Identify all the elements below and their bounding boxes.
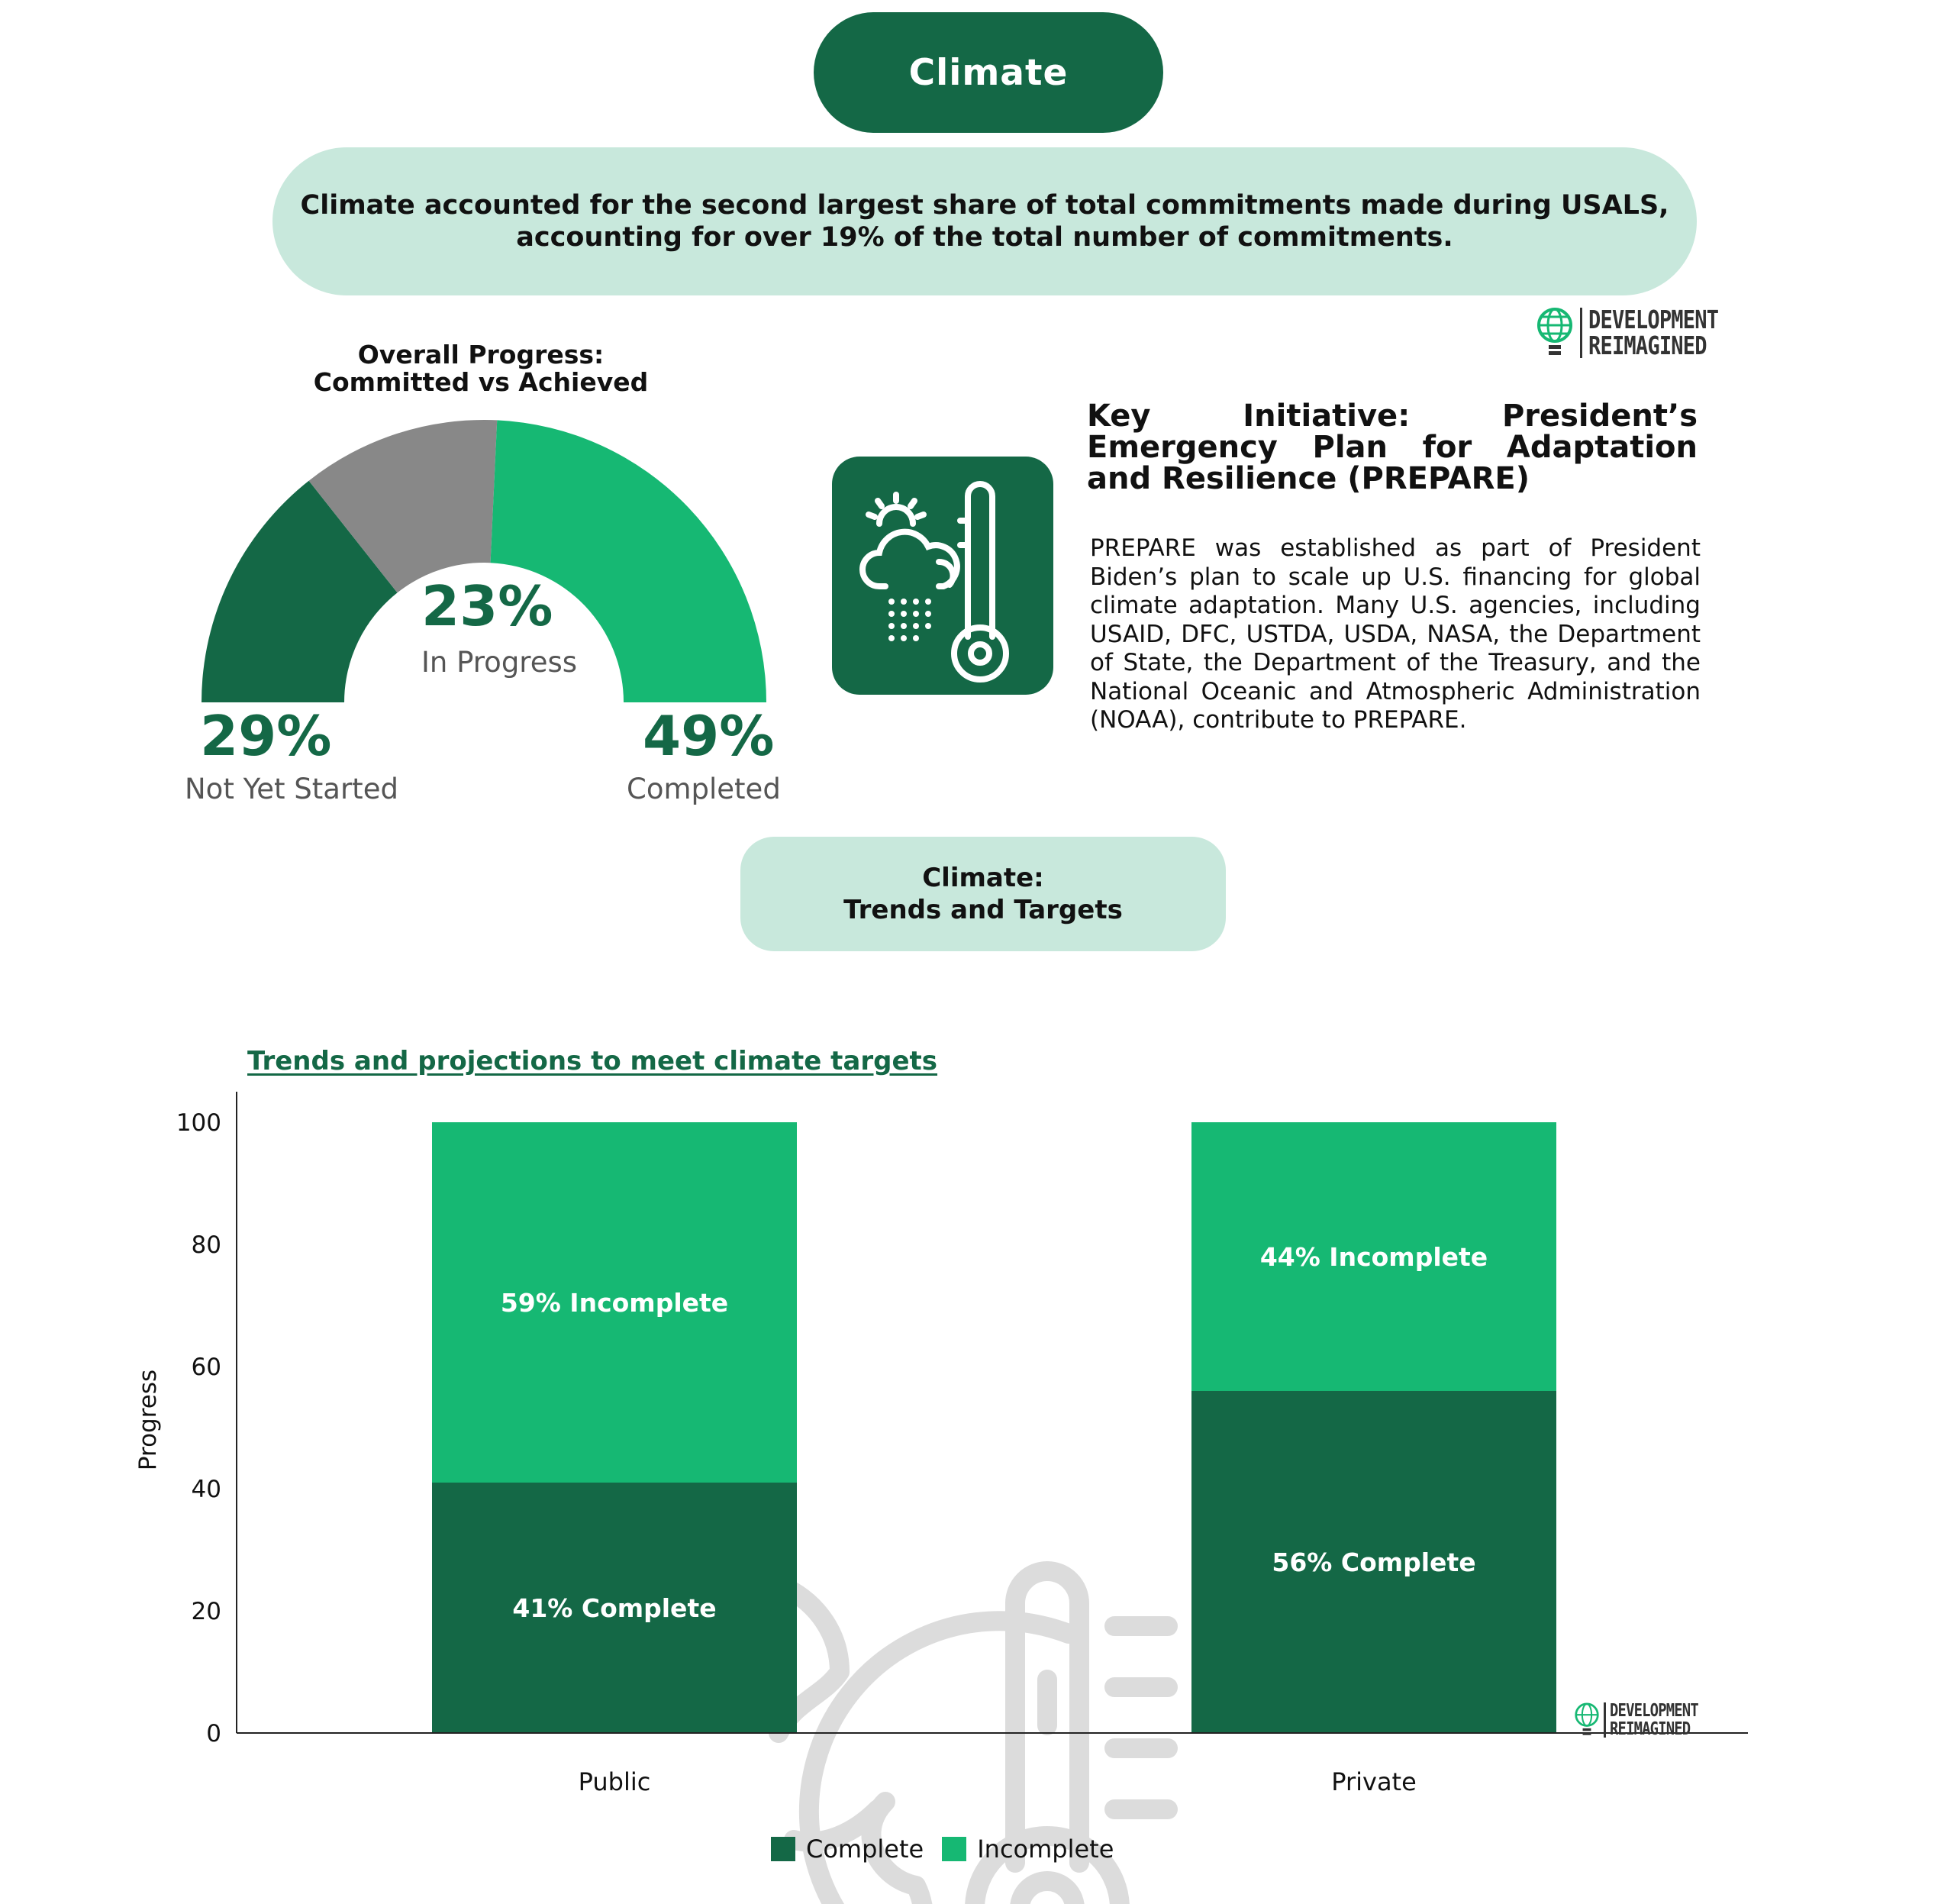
section-line-2: Trends and Targets <box>843 895 1123 925</box>
bar-data-label: 56% Complete <box>1272 1547 1476 1577</box>
in-progress-label: In Progress <box>421 646 578 679</box>
page-title-text: Climate <box>908 51 1069 94</box>
gauge-title-line-1: Overall Progress: <box>357 340 605 370</box>
y-tick-label: 80 <box>191 1231 221 1259</box>
legend-swatch-complete <box>771 1837 795 1861</box>
x-tick-label: Public <box>578 1767 651 1796</box>
logo-divider <box>1580 308 1582 358</box>
chart-logo-word-1: DEVELOPMENT <box>1610 1701 1698 1721</box>
weather-thermometer-glyph <box>832 457 1053 695</box>
section-line-1: Climate: <box>922 863 1044 893</box>
logo-word-1: DEVELOPMENT <box>1588 305 1719 334</box>
logo-words <box>1588 307 1718 359</box>
progress-gauge <box>0 0 809 825</box>
x-tick-label: Private <box>1331 1767 1417 1796</box>
weather-thermometer-icon <box>832 457 1053 695</box>
chart-logo-divider <box>1604 1702 1606 1738</box>
stacked-bar-chart <box>0 1069 1954 1904</box>
not-started-percent: 29% <box>200 704 332 768</box>
section-heading <box>740 837 1226 951</box>
initiative-title: Key Initiative: President’s Emergency Plan for Adaptation and Resilience (PREPARE) <box>1087 399 1698 496</box>
bar-data-label: 59% Incomplete <box>500 1288 729 1318</box>
bar-data-label: 44% Incomplete <box>1259 1242 1488 1272</box>
completed-percent: 49% <box>643 704 775 768</box>
y-tick-label: 40 <box>191 1476 221 1503</box>
gauge-in-progress <box>421 574 553 638</box>
not-started-label: Not Yet Started <box>185 773 398 805</box>
brand-logo <box>1536 305 1747 360</box>
initiative-body: PREPARE was established as part of President Biden’s plan to scale up U.S. financing for global climate adaptation. Many U.S. agencies, including USAID, DFC, USTDA, USDA, NASA, the Department of State, the Department of the Treasury, and the National Oceanic and Atmospheric Administration (NOAA), contribute to PREPARE. <box>1090 534 1701 734</box>
gauge-title-line-2: Committed vs Achieved <box>313 367 649 397</box>
chart-legend <box>771 1835 1114 1864</box>
y-axis-title: Progress <box>134 1369 162 1471</box>
page-title <box>814 12 1163 133</box>
logo-word-2: REIMAGINED <box>1588 331 1707 360</box>
summary-line-2: accounting for over 19% of the total number of commitments. <box>516 222 1453 253</box>
y-axis-ticks <box>176 1109 221 1747</box>
y-tick-label: 20 <box>191 1598 221 1625</box>
y-tick-label: 0 <box>206 1720 221 1747</box>
completed-label: Completed <box>627 773 781 805</box>
section-heading-text <box>843 862 1123 926</box>
chart-logo-word-2: REIMAGINED <box>1610 1719 1691 1739</box>
globe-bulb-icon <box>1536 305 1574 360</box>
legend-label-incomplete: Incomplete <box>977 1835 1114 1864</box>
chart-logo <box>1574 1701 1717 1739</box>
legend-swatch-incomplete <box>942 1837 966 1861</box>
chart-title: Trends and projections to meet climate targets <box>247 1046 938 1076</box>
summary-line-1: Climate accounted for the second largest share of total commitments made during USALS, <box>300 190 1669 221</box>
chart-logo-words <box>1610 1702 1698 1738</box>
y-tick-label: 60 <box>191 1354 221 1381</box>
y-tick-label: 100 <box>176 1109 221 1137</box>
in-progress-percent: 23% <box>421 574 553 638</box>
chart-globe-bulb-icon <box>1574 1701 1600 1739</box>
bar-data-label: 41% Complete <box>512 1593 717 1623</box>
bars <box>432 1122 1556 1796</box>
legend-label-complete: Complete <box>806 1835 924 1864</box>
